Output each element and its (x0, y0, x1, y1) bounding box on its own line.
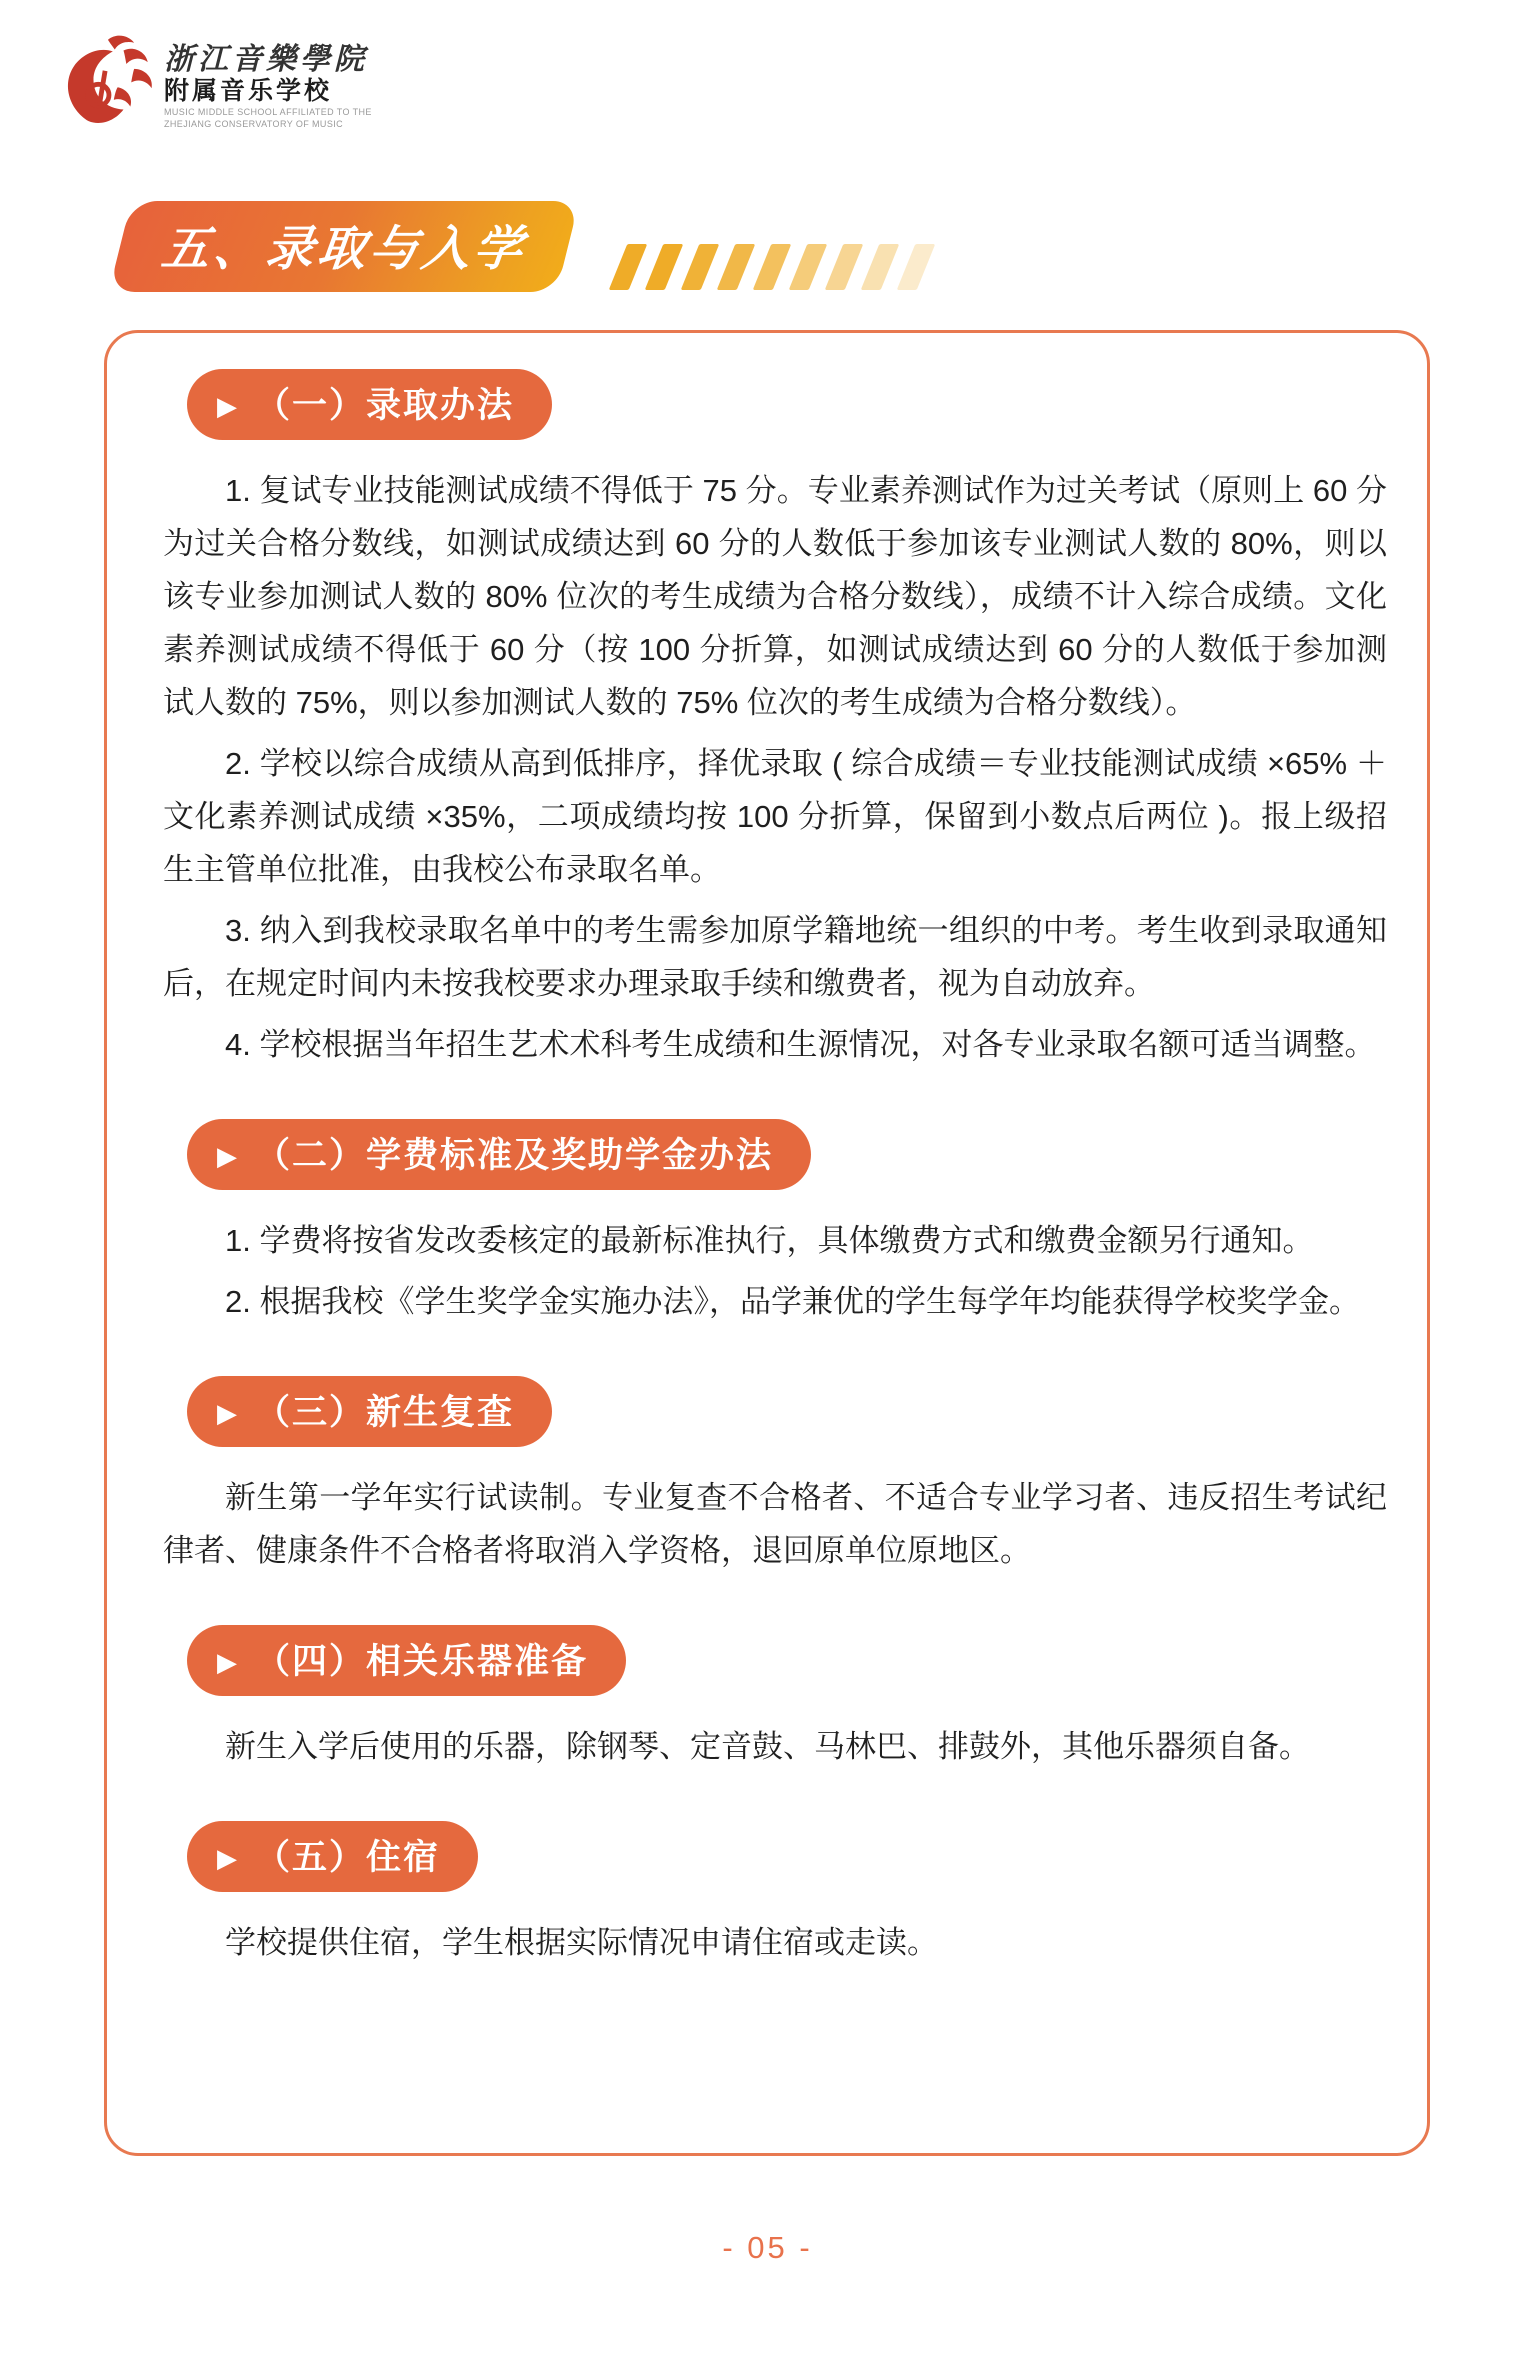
section-accommodation (163, 1821, 1387, 1969)
stripe (753, 244, 792, 290)
section-heading-label: （二）学费标准及奖助学金办法 (255, 1135, 774, 1175)
logo-english-line1: MUSIC MIDDLE SCHOOL AFFILIATED TO THE (164, 107, 372, 118)
section-tuition-scholarship (163, 1119, 1387, 1328)
section-freshman-recheck (163, 1376, 1387, 1577)
school-logo-icon (58, 34, 158, 126)
paragraph: 1. 学费将按省发改委核定的最新标准执行，具体缴费方式和缴费金额另行通知。 (225, 1223, 1314, 1258)
play-triangle-icon: ▶ (217, 1140, 239, 1171)
play-triangle-icon: ▶ (217, 390, 239, 421)
logo-calligraphy-title: 浙江音樂學院 (164, 42, 368, 77)
paragraph: 4. 学校根据当年招生艺术术科考生成绩和生源情况，对各专业录取名额可适当调整。 (225, 1027, 1376, 1062)
paragraph: 3. 纳入到我校录取名单中的考生需参加原学籍地统一组织的中考。考生收到录取通知后，在规定时间内未按我校要求办理录取手续和缴费者，视为自动放弃。 (163, 913, 1387, 1001)
stripe (609, 244, 648, 290)
content-panel (104, 330, 1430, 2156)
play-triangle-icon: ▶ (217, 1397, 239, 1428)
stripe (645, 244, 684, 290)
paragraph: 1. 复试专业技能测试成绩不得低于 75 分。专业素养测试作为过关考试（原则上 60 分为过关合格分数线，如测试成绩达到 60 分的人数低于参加该专业测试人数的 80%，则以该专业参加测试人数的 80% 位次的考生成绩为合格分数线），成绩不计入综合成绩。文化素养测试成绩不得低于 60 分（按 100 分折算，如测试成绩达到 60 分的人数低于参加测试人数的 75%，则以参加测试人数的 75% 位次的考生成绩为合格分数线）。 (163, 473, 1387, 720)
paragraph: 学校提供住宿，学生根据实际情况申请住宿或走读。 (225, 1925, 938, 1960)
section-heading-pill (187, 369, 552, 440)
stripe (789, 244, 828, 290)
paragraph: 2. 学校以综合成绩从高到低排序，择优录取 ( 综合成绩＝专业技能测试成绩 ×65% ＋文化素养测试成绩 ×35%，二项成绩均按 100 分折算，保留到小数点后两位 )。报上级招生主管单位批准，由我校公布录取名单。 (163, 746, 1387, 887)
paragraph: 2. 根据我校《学生奖学金实施办法》，品学兼优的学生每学年均能获得学校奖学金。 (225, 1284, 1360, 1319)
paragraph: 新生第一学年实行试读制。专业复查不合格者、不适合专业学习者、违反招生考试纪律者、健康条件不合格者将取消入学资格，退回原单位原地区。 (163, 1480, 1387, 1568)
page-number: - 05 - (722, 2230, 813, 2265)
stripe (861, 244, 900, 290)
section-heading-pill (187, 1625, 626, 1696)
section-heading-label: （一）录取办法 (255, 385, 515, 425)
play-triangle-icon: ▶ (217, 1842, 239, 1873)
section-heading-label: （五）住宿 (255, 1837, 441, 1877)
section-heading-pill (187, 1119, 811, 1190)
stripe (681, 244, 720, 290)
stripe (825, 244, 864, 290)
section-admission-methods (163, 369, 1387, 1071)
section-heading-label: （三）新生复查 (255, 1392, 515, 1432)
logo-school-name: 附属音乐学校 (164, 76, 333, 105)
school-logo (58, 34, 372, 131)
speed-stripes-decoration (618, 244, 926, 290)
stripe (717, 244, 756, 290)
section-heading-label: （四）相关乐器准备 (255, 1641, 589, 1681)
logo-english-line2: ZHEJIANG CONSERVATORY OF MUSIC (164, 118, 344, 129)
section-banner (109, 201, 580, 292)
stripe (897, 244, 936, 290)
paragraph: 新生入学后使用的乐器，除钢琴、定音鼓、马林巴、排鼓外，其他乐器须自备。 (225, 1729, 1310, 1764)
play-triangle-icon: ▶ (217, 1646, 239, 1677)
school-logo-text (164, 44, 372, 131)
logo-english-name (164, 107, 372, 130)
section-heading-pill (187, 1376, 552, 1447)
section-instrument-preparation (163, 1625, 1387, 1773)
section-heading-pill (187, 1821, 478, 1892)
section-banner-title: 五、录取与入学 (158, 223, 529, 276)
